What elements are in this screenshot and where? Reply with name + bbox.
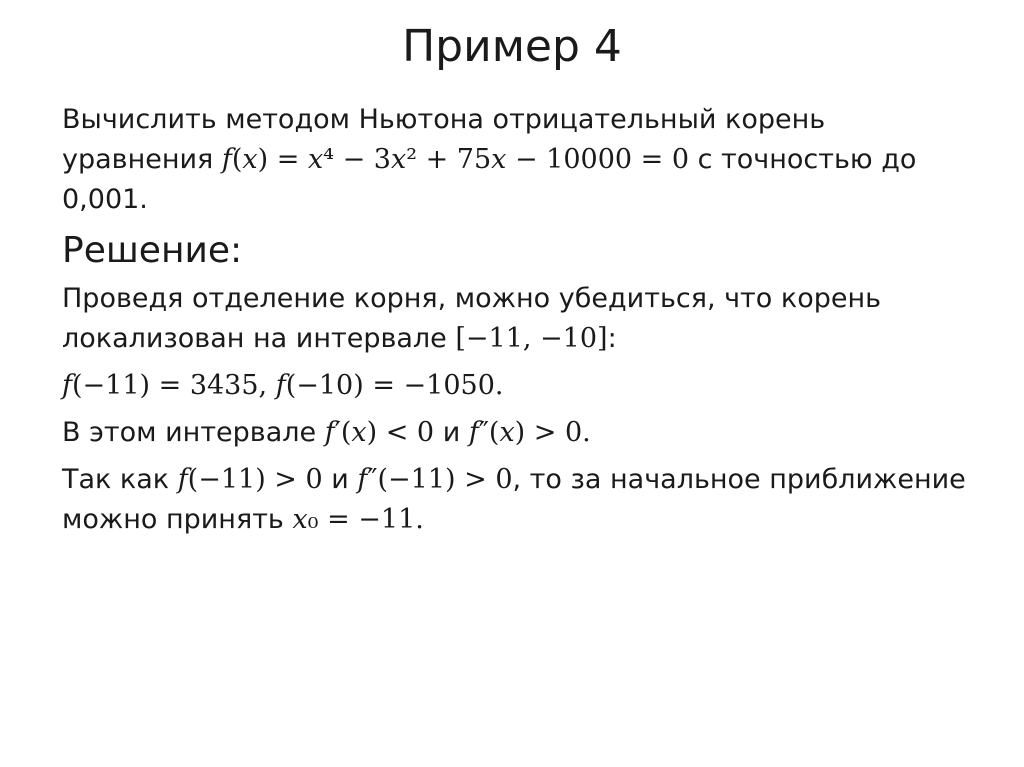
function-values (62, 366, 972, 406)
task-text-start: Вычислить методом Ньютона отрицательный корень уравнения (62, 104, 826, 175)
solution-heading: Решение: (62, 230, 243, 271)
function-values-formula: 𝑓(−11) = 3435, 𝑓(−10) = −1050. (62, 370, 504, 401)
condition-2-formula: 𝑓″(−11) > 0 (357, 464, 513, 495)
derivative-statement (62, 413, 972, 453)
conclusion-text-start: Так как (62, 464, 178, 495)
derivative-text-and: и (434, 417, 469, 448)
second-derivative-formula: 𝑓″(𝑥) > 0. (468, 417, 591, 448)
conclusion-text-and: и (322, 464, 358, 495)
interval-formula: [−11, −10] (455, 323, 608, 354)
condition-1-formula: 𝑓(−11) > 0 (177, 464, 323, 495)
task-statement (62, 100, 972, 220)
first-derivative-formula: 𝑓′(𝑥) < 0 (324, 417, 435, 448)
slide-content (62, 100, 972, 547)
initial-approximation-formula: 𝑥₀ = −11. (292, 504, 424, 535)
slide-title: Пример 4 (402, 21, 622, 72)
equation-formula: 𝑓(𝑥) = 𝑥⁴ − 3𝑥² + 75𝑥 − 10000 = 0 (221, 144, 690, 175)
task-text-end: с точностью до 0,001. (62, 144, 917, 215)
localization-text: Проведя отделение корня, можно убедиться, что корень локализован на интервале (62, 283, 882, 354)
derivative-text-start: В этом интервале (62, 417, 325, 448)
conclusion-statement (62, 460, 972, 540)
conclusion-text-middle: , то за начальное приближение можно принять (62, 464, 966, 535)
localization-colon: : (607, 323, 617, 354)
localization-statement (62, 279, 972, 359)
